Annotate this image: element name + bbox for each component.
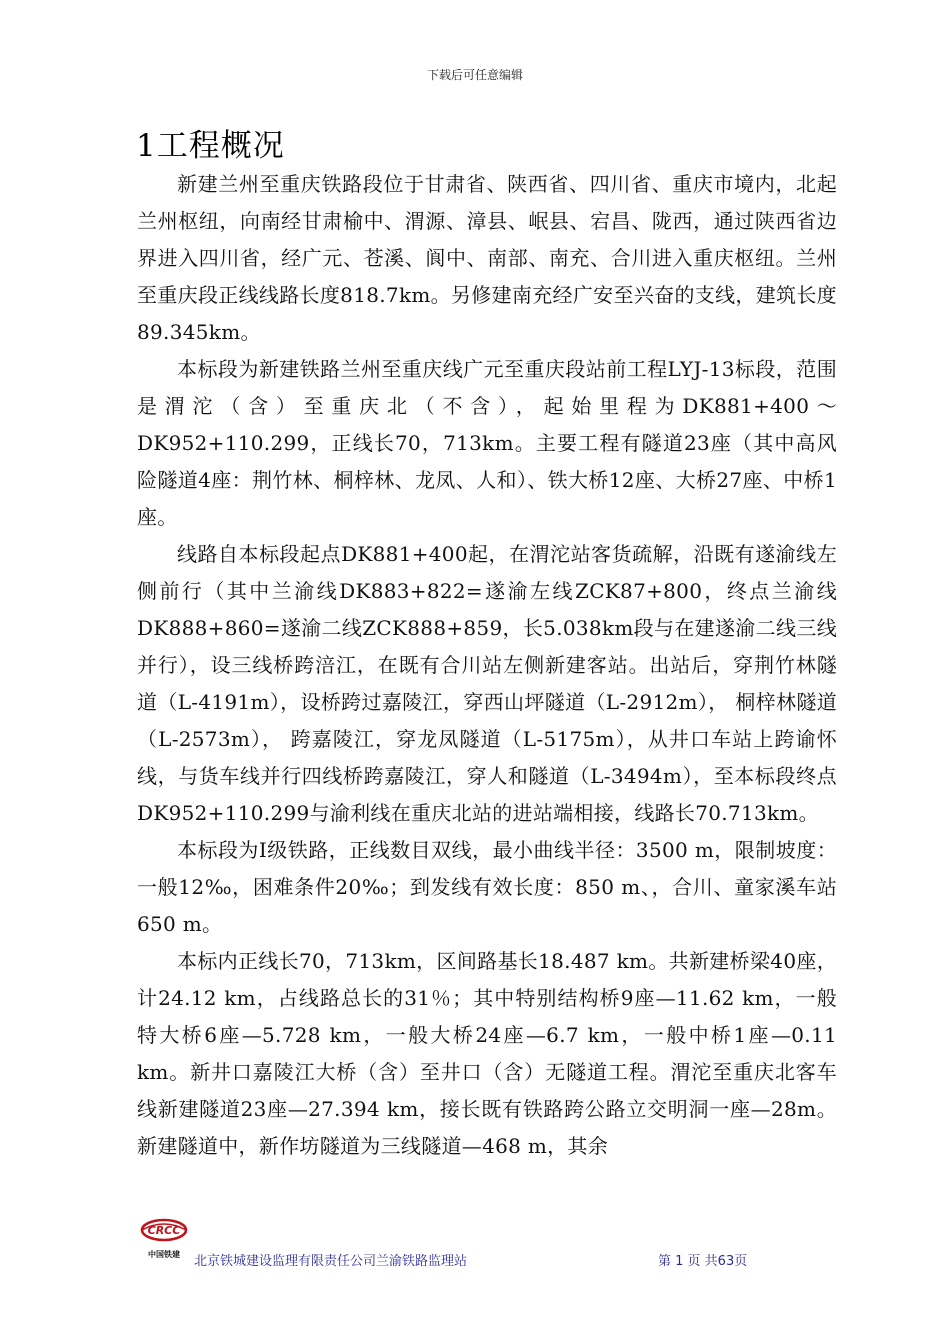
svg-text:CRCC: CRCC [147, 1224, 181, 1237]
paragraph-2: 本标段为新建铁路兰州至重庆线广元至重庆段站前工程LYJ-13标段，范围是渭沱（含）至重庆北（不含），起始里程为DK881+400～DK952+110.299，正线长70，713km。主要工程有隧道23座（其中高风险隧道4座：荆竹林、桐梓林、龙凤、人和）、铁大桥12座、大桥27座、中桥1座。 [137, 357, 837, 529]
paragraph-1: 新建兰州至重庆铁路段位于甘肃省、陕西省、四川省、重庆市境内，北起兰州枢纽，向南经甘肃榆中、渭源、漳县、岷县、宕昌、陇西，通过陕西省边界进入四川省，经广元、苍溪、阆中、南部、南充、合川进入重庆枢纽。兰州至重庆段正线线路长度818.7km。另修建南充经广安至兴奋的支线，建筑长度89.345km。 [137, 172, 837, 344]
svg-text:中国铁建: 中国铁建 [148, 1250, 180, 1259]
crcc-logo [134, 1216, 194, 1266]
paragraph-4: 本标段为Ⅰ级铁路，正线数目双线，最小曲线半径：3500 m，限制坡度：一般12‰，困难条件20‰；到发线有效长度：850 m、，合川、童家溪车站650 m。 [137, 838, 837, 936]
paragraph-3: 线路自本标段起点DK881+400起，在渭沱站客货疏解，沿既有遂渝线左侧前行（其中兰渝线DK883+822=遂渝左线ZCK87+800，终点兰渝线DK888+860=遂渝二线ZCK888+859，长5.038km段与在建遂渝二线三线并行），设三线桥跨涪江，在既有合川站左侧新建客站。出站后，穿荆竹林隧道（L-4191m），设桥跨过嘉陵江，穿西山坪隧道（L-2912m）， 桐梓林隧道（L-2573m）， 跨嘉陵江，穿龙凤隧道（L-5175m），从井口车站上跨谕怀线，与货车线并行四线桥跨嘉陵江，穿人和隧道（L-3494m），至本标段终点DK952+110.299与渝利线在重庆北站的进站端相接，线路长70.713km。 [137, 542, 837, 825]
page-footer [134, 1216, 814, 1276]
header-note: 下载后可任意编辑 [426, 68, 523, 82]
paragraph-5: 本标内正线长70，713km，区间路基长18.487 km。共新建桥梁40座，计24.12 km，占线路总长的31％；其中特别结构桥9座—11.62 km，一般特大桥6座—5.728 km，一般大桥24座—6.7 km，一般中桥1座—0.11 km。新井口嘉陵江大桥（含）至井口（含）无隧道工程。渭沱至重庆北客车线新建隧道23座—27.394 km，接长既有铁路跨公路立交明洞一座—28m。新建隧道中，新作坊隧道为三线隧道—468 m，其余 [137, 949, 837, 1158]
section-title: 1工程概况 [136, 128, 285, 164]
body-text [137, 166, 837, 1165]
footer-company: 北京铁城建设监理有限责任公司兰渝铁路监理站 [194, 1254, 468, 1269]
footer-page-number: 第 1 页 共63页 [658, 1254, 748, 1269]
